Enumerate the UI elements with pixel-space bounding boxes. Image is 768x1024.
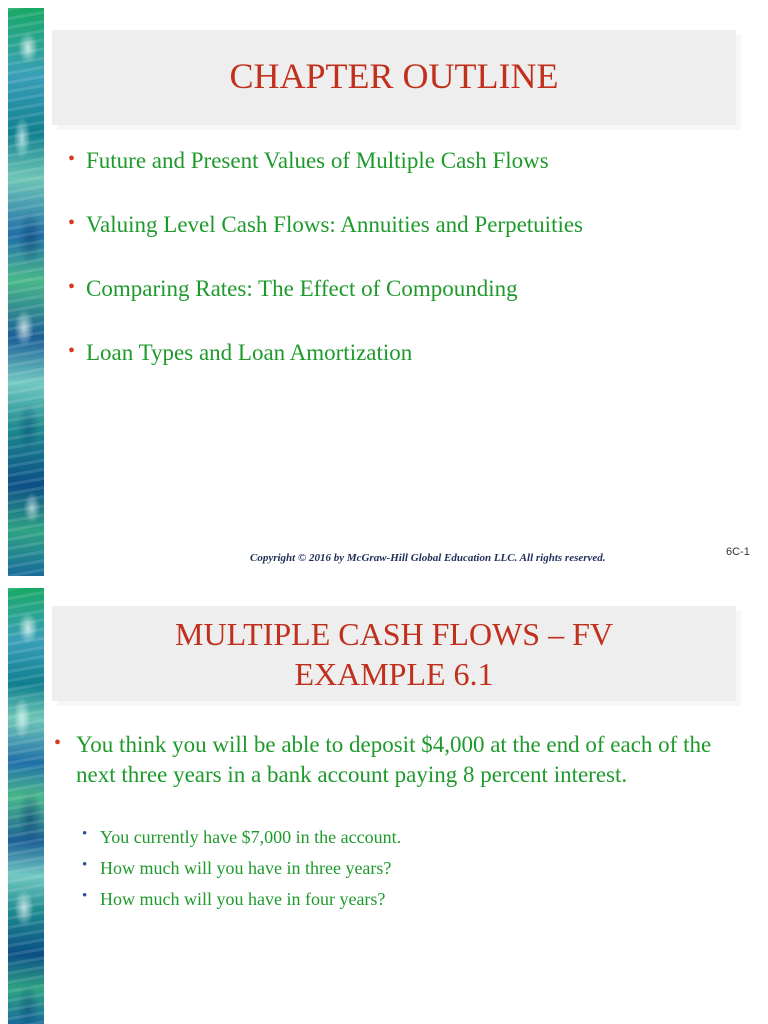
sub-bullet-item <box>82 824 722 850</box>
bullet-icon: • <box>68 340 76 362</box>
bullet-icon: • <box>68 276 76 298</box>
outline-item-text: Loan Types and Loan Amortization <box>86 340 413 365</box>
outline-item <box>68 146 728 176</box>
slide-multiple-cash-flows <box>0 580 768 1024</box>
bullet-icon: • <box>54 732 62 754</box>
bullet-icon: • <box>68 212 76 234</box>
outline-list <box>68 146 728 402</box>
sub-bullet-item <box>82 886 722 912</box>
sub-bullet-item <box>82 855 722 881</box>
sub-bullet-list <box>82 824 722 917</box>
copyright-notice: Copyright © 2016 by McGraw-Hill Global Education LLC. All rights reserved. <box>250 552 606 564</box>
water-strip-decoration <box>8 588 44 1024</box>
water-strip-decoration <box>8 8 44 576</box>
sub-bullet-text: You currently have $7,000 in the account. <box>100 827 402 847</box>
bullet-icon: • <box>68 148 76 170</box>
main-bullet-text: You think you will be able to deposit $4,000 at the end of each of the next three years in a bank account paying 8 percent interest. <box>76 732 712 787</box>
outline-item-text: Valuing Level Cash Flows: Annuities and Perpetuities <box>86 212 584 237</box>
slide-title-line-2: EXAMPLE 6.1 <box>294 656 494 692</box>
sub-bullet-text: How much will you have in three years? <box>100 858 392 878</box>
title-box <box>52 30 736 125</box>
outline-item <box>68 338 728 368</box>
outline-item <box>68 210 728 240</box>
title-box <box>52 606 736 701</box>
sub-bullet-text: How much will you have in four years? <box>100 889 386 909</box>
outline-item <box>68 274 728 304</box>
bullet-icon: • <box>82 826 88 842</box>
bullet-icon: • <box>82 857 88 873</box>
outline-item-text: Future and Present Values of Multiple Cash Flows <box>86 148 549 173</box>
slide-number: 6C-1 <box>726 546 750 558</box>
outline-item-text: Comparing Rates: The Effect of Compounding <box>86 276 518 301</box>
slide-title-line-1: MULTIPLE CASH FLOWS – FV <box>175 616 613 652</box>
main-bullet <box>54 730 756 790</box>
bullet-icon: • <box>82 888 88 904</box>
slide-title: CHAPTER OUTLINE <box>229 56 559 96</box>
slide-title <box>52 614 736 694</box>
